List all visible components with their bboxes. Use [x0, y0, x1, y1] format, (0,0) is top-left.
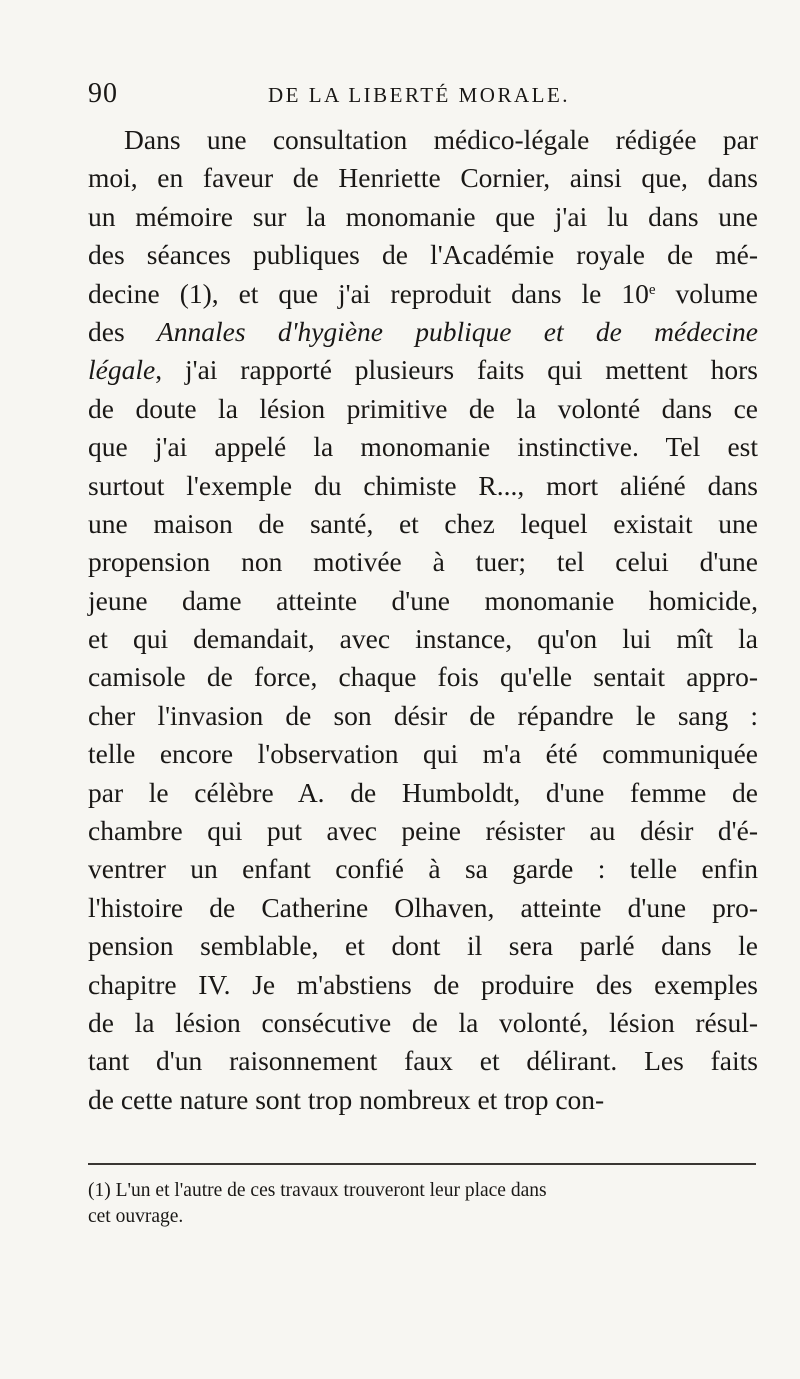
text-line: un mémoire sur la monomanie que j'ai lu dans une: [88, 200, 758, 232]
body-paragraph: [88, 121, 758, 1119]
text-line: des séances publiques de l'Académie royale de mé-: [88, 239, 758, 271]
text-line: de cette nature sont trop nombreux et trop con-: [88, 1083, 605, 1115]
text-line: [88, 313, 758, 351]
text-line: de la lésion consécutive de la volonté, lésion résul-: [88, 1006, 758, 1038]
text-line: chapitre IV. Je m'abstiens de produire des exemples: [88, 968, 758, 1000]
footnote: [88, 1178, 758, 1230]
text-line: moi, en faveur de Henriette Cornier, ainsi que, dans: [88, 162, 758, 194]
text-line: ventrer un enfant confié à sa garde : telle enfin: [88, 853, 758, 885]
text-line: par le célèbre A. de Humboldt, d'une femme de: [88, 776, 758, 808]
text-line: telle encore l'observation qui m'a été communiquée: [88, 738, 758, 770]
text-line: cher l'invasion de son désir de répandre le sang :: [88, 699, 758, 731]
text-line: jeune dame atteinte d'une monomanie homicide,: [88, 584, 758, 616]
text-segment: decine (1), et que j'ai reproduit dans le 10: [88, 277, 649, 309]
text-line: Dans une consultation médico-légale rédigée par: [124, 124, 758, 155]
footnote-rule: [88, 1163, 756, 1165]
text-line: que j'ai appelé la monomanie instinctive. Tel est: [88, 431, 758, 463]
page-number: 90: [88, 78, 118, 109]
text-line: surtout l'exemple du chimiste R..., mort aliéné dans: [88, 469, 758, 501]
text-line: une maison de santé, et chez lequel existait une: [88, 507, 758, 539]
text-line: camisole de force, chaque fois qu'elle sentait appro-: [88, 661, 758, 693]
text-segment: , j'ai rapporté plusieurs faits qui mettent hors: [155, 354, 758, 386]
footnote-line: (1) L'un et l'autre de ces travaux trouveront leur place dans: [88, 1180, 547, 1201]
text-segment: des: [88, 315, 157, 347]
journal-title: Annales d'hygiène publique et de médecine: [156, 315, 758, 347]
footnote-line: cet ouvrage.: [88, 1206, 184, 1227]
text-segment: volume: [655, 277, 758, 309]
journal-title-cont: légale: [88, 354, 156, 386]
text-line: [88, 351, 758, 389]
text-line: et qui demandait, avec instance, qu'on lui mît la: [88, 623, 758, 655]
text-line: chambre qui put avec peine résister au désir d'é-: [88, 815, 758, 847]
page-header: [88, 78, 748, 110]
text-line: pension semblable, et dont il sera parlé dans le: [88, 930, 758, 962]
text-line: [88, 275, 758, 313]
text-line: propension non motivée à tuer; tel celui d'une: [88, 546, 758, 578]
text-line: l'histoire de Catherine Olhaven, atteinte d'une pro-: [88, 891, 758, 923]
text-line: tant d'un raisonnement faux et délirant. Les faits: [88, 1045, 758, 1077]
text-line: de doute la lésion primitive de la volonté dans ce: [88, 392, 758, 424]
running-title: DE LA LIBERTÉ MORALE.: [268, 83, 571, 107]
superscript: e: [648, 281, 656, 298]
